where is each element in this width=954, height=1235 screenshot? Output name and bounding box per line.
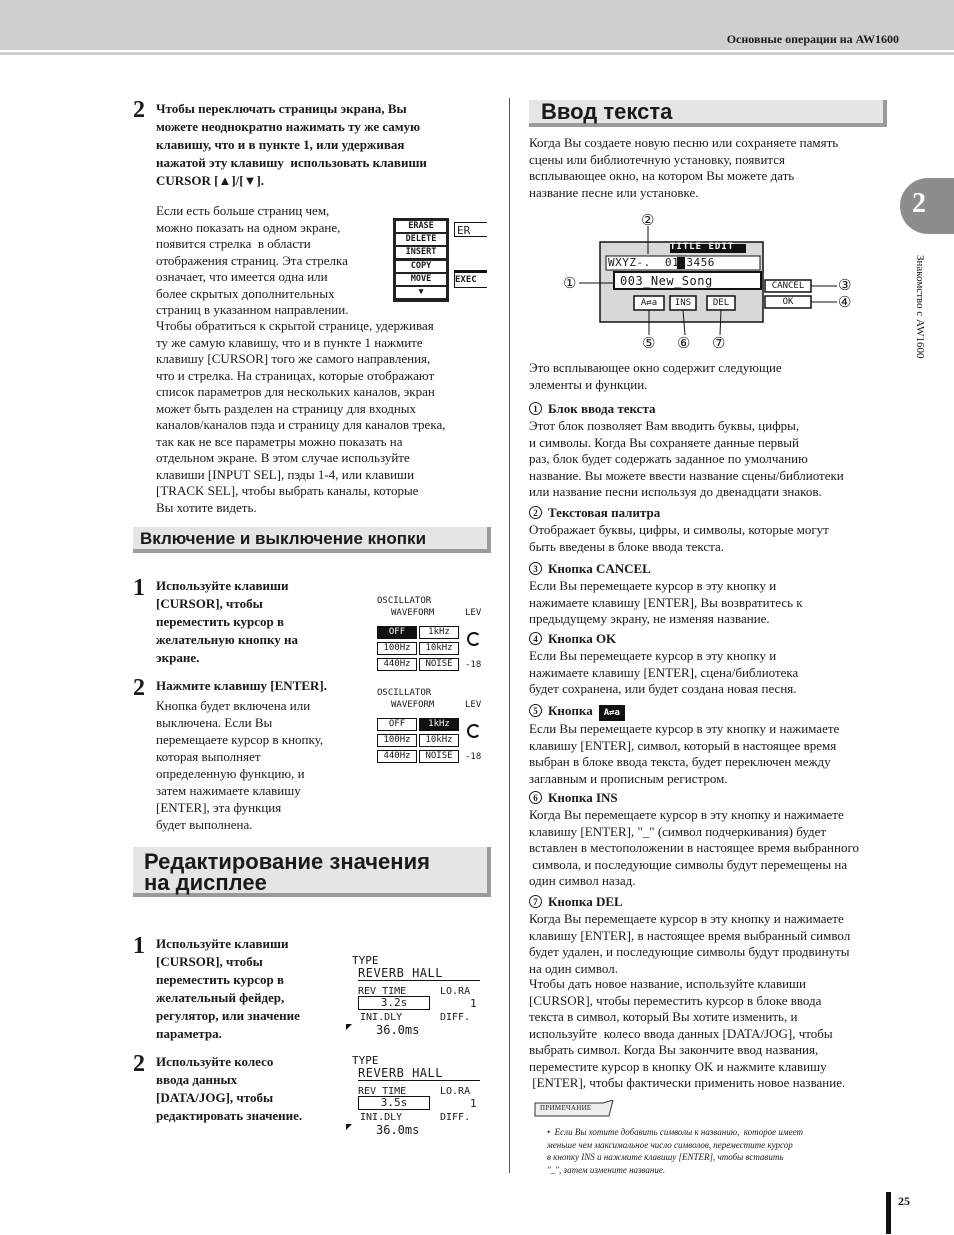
knob-icon (467, 632, 481, 646)
side-label (910, 255, 930, 385)
osc-button-10khz[interactable]: 10kHz (419, 734, 459, 747)
edit-step1 (156, 935, 346, 1043)
reverb-type-label: TYPE (352, 954, 379, 967)
s1step1-line: [CURSOR], чтобы (156, 596, 263, 611)
closing-line: текста в символ, который Вы хотите изменить, и (529, 1009, 798, 1024)
item-title: Блок ввода текста (548, 401, 656, 416)
note-label: ПРИМЕЧАНИЕ (540, 1104, 592, 1112)
item-number-icon: 4 (529, 632, 542, 645)
section-heading-edit (133, 847, 491, 897)
reverb-screen-1 (346, 954, 482, 1038)
intro-line: Когда Вы создаете новую песню или сохраняете память (529, 135, 839, 150)
item-title: Кнопка CANCEL (548, 561, 651, 576)
item-body-line: Этот блок позволяет Вам вводить буквы, цифры, (529, 418, 800, 433)
osc-title: OSCILLATOR (377, 688, 432, 698)
closing-line: переместите курсор в кнопку OK и нажмите клавишу (529, 1058, 827, 1074)
item-title: Кнопка (548, 703, 593, 718)
ini-dly-value[interactable]: 36.0ms (376, 1123, 420, 1137)
osc-waveform: WAVEFORM (391, 608, 435, 618)
paragraph-short (156, 203, 396, 319)
toggle-step2-body (156, 697, 366, 833)
osc-button-off[interactable]: OFF (377, 718, 417, 731)
item-block (529, 400, 909, 501)
osc-button-440hz[interactable]: 440Hz (377, 750, 417, 763)
popup-description (529, 360, 909, 393)
item-body-line: символа, и последующие символы будут перемещены на (529, 856, 848, 872)
ini-dly-value[interactable]: 36.0ms (376, 1023, 420, 1037)
chapter-number: 2 (912, 188, 926, 219)
item-body-line: Если Вы перемещаете курсор в эту кнопку и (529, 578, 777, 593)
del-button[interactable]: DEL (712, 298, 730, 308)
reverb-screen-2 (346, 1054, 482, 1138)
rev-time-label: REV TIME (358, 1086, 407, 1097)
toggle-step2: Нажмите клавишу [ENTER]. (156, 678, 328, 693)
ini-dly-label: INI.DLY (360, 1012, 403, 1023)
menu-item: ERASE (396, 221, 446, 232)
step-number: 1 (133, 575, 145, 601)
item-body-line: выбран в блоке ввода текста, будет переключен между (529, 754, 831, 769)
item-body-line: Отображает буквы, цифры, и символы, которые могут (529, 522, 829, 537)
note-line: в кнопку INS и нажмите клавишу [ENTER], чтобы вставить (547, 1152, 784, 1162)
closing-paragraph (529, 976, 909, 1092)
item-block (529, 893, 909, 977)
item-body-line: нажимаете клавишу [ENTER], Вы возвратитесь к (529, 594, 803, 610)
item-block (529, 560, 909, 628)
menu-item: COPY (396, 261, 446, 272)
item-title: Текстовая палитра (548, 505, 661, 520)
osc-button-100hz[interactable]: 100Hz (377, 734, 417, 747)
step2h-line: нажатой эту клавишу использовать клавиши (156, 155, 427, 170)
s1step1-line: экране. (156, 650, 200, 665)
knob-icon (467, 724, 481, 738)
paralong-line: отдельном экране. В этом случае используйте (156, 450, 410, 465)
step-number: 1 (133, 933, 145, 959)
item-block (529, 630, 909, 698)
callout-1: ① (563, 276, 577, 292)
dialog-title: TITLE EDIT (670, 242, 735, 252)
item-block (529, 702, 909, 787)
popup-line: элементы и функции. (529, 376, 648, 392)
s2step2-line: Используйте колесо (156, 1054, 274, 1069)
item-number-icon: 2 (529, 506, 542, 519)
paralong-line: клавиши [INPUT SEL], пэды 1-4, или клавиши (156, 466, 415, 482)
parashort-line: страниц в указанном направлении. (156, 302, 349, 317)
section-heading-line: Редактирование значения (144, 849, 430, 874)
s2step1-line: желательный фейдер, (156, 990, 285, 1005)
item-block (529, 504, 909, 555)
text-palette[interactable]: WXYZ-. 0123456 (608, 256, 715, 269)
s2step2-line: редактировать значение. (156, 1108, 303, 1123)
step-heading (156, 100, 501, 190)
parashort-line: более скрытых дополнительных (156, 285, 335, 301)
s2step1-line: [CURSOR], чтобы (156, 954, 263, 969)
section-heading-toggle: Включение и выключение кнопки (133, 527, 491, 553)
case-button[interactable]: A⇄a (640, 298, 658, 308)
item-body-line: клавишу [ENTER], "_" (символ подчеркивания) будет (529, 823, 827, 839)
item-number-icon: 1 (529, 402, 542, 415)
closing-line: [CURSOR], чтобы переместить курсор в блоке ввода (529, 992, 822, 1008)
oscillator-screen-1 (377, 596, 489, 676)
callout-7: ⑦ (712, 336, 726, 352)
item-body-line: Если Вы перемещаете курсор в эту кнопку и нажимаете (529, 721, 840, 736)
item-body-line: будет сохранена, или будет создана новая песня. (529, 681, 797, 696)
step-number: 2 (133, 675, 145, 701)
diff-label: DIFF. (440, 1112, 471, 1123)
closing-line: выбрать символ. Когда Вы закончите ввод названия, (529, 1042, 819, 1057)
running-header: Основные операции на AW1600 (726, 32, 899, 46)
closing-line: [ENTER], чтобы фактически применить новое название. (529, 1075, 846, 1090)
section-heading-text-input: Ввод текста (529, 100, 887, 127)
diff-label: DIFF. (440, 1012, 471, 1023)
osc-lev: LEV (465, 700, 482, 710)
paragraph-long (156, 318, 501, 516)
note-line: меньше чем максимальное число символов, переместите курсор (547, 1139, 793, 1150)
side-label-text: Знакомство с AW1600 (914, 255, 926, 359)
popup-line: Это всплывающее окно содержит следующие (529, 360, 782, 375)
item-number-icon: 6 (529, 791, 542, 804)
paralong-line: [TRACK SEL], чтобы выбрать каналы, которые (156, 483, 419, 498)
s2step2-line: [DATA/JOG], чтобы (156, 1090, 274, 1105)
parashort-line: можно показать на одном экране, (156, 219, 341, 235)
item-title: Кнопка OK (548, 631, 617, 646)
step2h-line: CURSOR [▲]/[▼]. (156, 173, 265, 188)
item-title: Кнопка DEL (548, 894, 623, 909)
osc-button-noise[interactable]: NOISE (419, 658, 459, 671)
callout-4: ④ (838, 295, 852, 311)
lo-ratio-label: LO.RA (440, 1086, 471, 1097)
menu-right-exec: EXEC (455, 273, 487, 287)
parashort-line: появится стрелка в области (156, 236, 311, 251)
paralong-line: ту же самую клавишу, что и в пункте 1 нажмите (156, 334, 423, 350)
rev-time-value[interactable]: 3.2s (358, 996, 430, 1010)
toggle-step1 (156, 577, 366, 667)
intro-line: сцены или библиотечную установку, появится (529, 151, 785, 167)
section-heading-line: на дисплее (144, 870, 267, 895)
closing-line: Чтобы дать новое название, используйте клавиши (529, 976, 807, 991)
callout-6: ⑥ (677, 336, 691, 352)
item-body-line: Если Вы перемещаете курсор в эту кнопку и (529, 648, 777, 663)
item-body-line: клавишу [ENTER], в настоящее время выбранный символ (529, 927, 851, 943)
item-body-line: Когда Вы перемещаете курсор в эту кнопку и нажимаете (529, 911, 844, 926)
note-line: • Если Вы хотите добавить символы к названию, которое имеет (547, 1127, 804, 1137)
menu-item: ▼ (396, 287, 446, 298)
item-heading (529, 504, 909, 522)
menu-item: INSERT (396, 247, 446, 258)
paralong-line: Вы хотите видеть. (156, 499, 257, 515)
step2h-line: Чтобы переключать страницы экрана, Вы (156, 101, 407, 116)
item-heading (529, 702, 909, 721)
paralong-line: Чтобы обратиться к скрытой странице, удерживая (156, 318, 434, 333)
title-edit-figure (560, 210, 860, 355)
s1step1-line: Используйте клавиши (156, 578, 289, 593)
item-body-line: быть введены в блоке ввода текста. (529, 538, 725, 554)
item-heading (529, 789, 909, 807)
step2h-line: можете неоднократно нажимать ту же самую (156, 119, 421, 134)
item-body-line: будет удален, и последующие символы будут продвинуты (529, 944, 850, 959)
item-body-line: вставлен в местоположении в настоящее время выбранного (529, 840, 859, 855)
s2step1-line: параметра. (156, 1026, 222, 1041)
s2step1-line: регулятор, или значение (156, 1008, 300, 1023)
item-title: Кнопка INS (548, 790, 618, 805)
osc-title: OSCILLATOR (377, 596, 432, 606)
intro-line: всплывающее окно, на котором Вы можете дать (529, 168, 795, 183)
item-body-line: клавишу [ENTER], символ, который в настоящее время (529, 737, 837, 753)
s1step2b-line: будет выполнена. (156, 817, 253, 832)
edit-step2 (156, 1053, 346, 1125)
rev-time-label: REV TIME (358, 986, 407, 997)
item-heading (529, 893, 909, 911)
item-body-line: один символ назад. (529, 873, 636, 888)
menu-right-er: ER (454, 222, 487, 237)
reverb-type-name[interactable]: REVERB HALL (358, 966, 480, 981)
s1step2b-line: [ENTER], эта функция (156, 800, 282, 815)
reverb-type-name[interactable]: REVERB HALL (358, 1066, 480, 1081)
osc-button-100hz[interactable]: 100Hz (377, 642, 417, 655)
column-divider (509, 98, 510, 1173)
paralong-line: список параметров для нескольких каналов, экран (156, 384, 435, 399)
callout-3: ③ (838, 278, 852, 294)
item-body-line: или название песни используя до двенадцати знаков. (529, 484, 822, 499)
osc-button-1khz[interactable]: 1kHz (419, 626, 459, 639)
menu-item: DELETE (396, 234, 446, 245)
rev-time-value[interactable]: 3.5s (358, 1096, 430, 1110)
item-body-line: заглавным и прописным регистром. (529, 770, 728, 786)
lo-ratio-label: LO.RA (440, 986, 471, 997)
item-body-line: нажимаете клавишу [ENTER], сцена/библиотека (529, 664, 799, 680)
paralong-line: так как не все параметры можно показать на (156, 433, 403, 449)
cursor-marker-icon (346, 1124, 352, 1130)
item-body-line: на один символ. (529, 960, 618, 976)
intro-paragraph (529, 135, 909, 201)
oscillator-screen-2 (377, 688, 489, 768)
item-block (529, 789, 909, 890)
parashort-line: Если есть больше страниц чем, (156, 203, 330, 218)
ini-dly-label: INI.DLY (360, 1112, 403, 1123)
osc-button-440hz[interactable]: 440Hz (377, 658, 417, 671)
osc-waveform: WAVEFORM (391, 700, 435, 710)
s1step1-line: желательную кнопку на (156, 632, 298, 647)
item-body-line: раз, блок будет содержать заданное по умолчанию (529, 451, 808, 466)
note-badge (533, 1100, 615, 1118)
osc-button-noise[interactable]: NOISE (419, 750, 459, 763)
parashort-line: означает, что имеется одна или (156, 269, 328, 284)
s1step2b-line: определенную функцию, и (156, 766, 305, 781)
s1step2b-line: которая выполняет (156, 749, 261, 764)
s2step2-line: ввода данных (156, 1072, 238, 1087)
note-text (547, 1126, 887, 1176)
item-body-line: и символы. Когда Вы сохраняете данные первый (529, 434, 799, 450)
paralong-line: каналов/каналов пэда и страницу для каналов трека, (156, 417, 446, 432)
text-input-block[interactable]: 003_New_Song (620, 274, 713, 288)
item-body-line: Когда Вы перемещаете курсор в эту кнопку и нажимаете (529, 807, 844, 822)
item-body-line: предыдущему экрану, не изменяя название. (529, 611, 770, 626)
osc-db: -18 (465, 752, 482, 762)
item-heading (529, 630, 909, 648)
callout-2: ② (641, 213, 655, 229)
osc-button-10khz[interactable]: 10kHz (419, 642, 459, 655)
item-number-icon: 7 (529, 895, 542, 908)
osc-button-off[interactable]: OFF (377, 626, 417, 639)
closing-line: используйте колесо ввода данных [DATA/JOG], чтобы (529, 1025, 833, 1041)
parashort-line: отображения страниц. Эта стрелка (156, 252, 348, 268)
item-number-icon: 3 (529, 562, 542, 575)
s1step1-line: переместить курсор в (156, 614, 285, 629)
paralong-line: что и стрелка. На страницах, которые отображают (156, 367, 435, 383)
s2step1-line: Используйте клавиши (156, 936, 289, 951)
paralong-line: клавишу [CURSOR] того же самого направления, (156, 351, 431, 366)
page-number: 25 (898, 1194, 910, 1208)
item-number-icon: 5 (529, 704, 542, 717)
lo-ratio-value: 1 (470, 1097, 477, 1110)
page-bar (886, 1192, 891, 1234)
paralong-line: может быть разделен на страницу для входных (156, 400, 417, 416)
s1step2b-line: Кнопка будет включена или (156, 698, 311, 713)
osc-db: -18 (465, 660, 482, 670)
step2h-line: клавишу, что и в пункте 1, или удерживая (156, 137, 405, 152)
case-button-icon: A⇄a (599, 705, 625, 721)
ok-button[interactable]: OK (782, 297, 794, 307)
intro-line: название песне или установке. (529, 184, 699, 200)
reverb-type-label: TYPE (352, 1054, 379, 1067)
s2step1-line: переместить курсор в (156, 972, 285, 987)
item-heading (529, 560, 909, 578)
cursor-marker-icon (346, 1024, 352, 1030)
s1step2b-line: выключена. Если Вы (156, 715, 273, 730)
menu-item: MOVE (396, 274, 446, 285)
note-line: "_", затем измените название. (547, 1164, 666, 1175)
callout-5: ⑤ (642, 336, 656, 352)
item-body-line: название. Вы можете ввести название сцены/библиотеки (529, 467, 844, 483)
page-menu-graphic (393, 218, 487, 302)
item-heading (529, 400, 909, 418)
osc-lev: LEV (465, 608, 482, 618)
cancel-button[interactable]: CANCEL (771, 281, 805, 291)
ins-button[interactable]: INS (674, 298, 692, 308)
lo-ratio-value: 1 (470, 997, 477, 1010)
step-number: 2 (133, 97, 145, 123)
s1step2b-line: затем нажимаете клавишу (156, 783, 301, 798)
header-rule (0, 52, 954, 55)
s1step2b-line: перемещаете курсор в кнопку, (156, 732, 324, 747)
osc-button-1khz[interactable]: 1kHz (419, 718, 459, 731)
step-number: 2 (133, 1051, 145, 1077)
